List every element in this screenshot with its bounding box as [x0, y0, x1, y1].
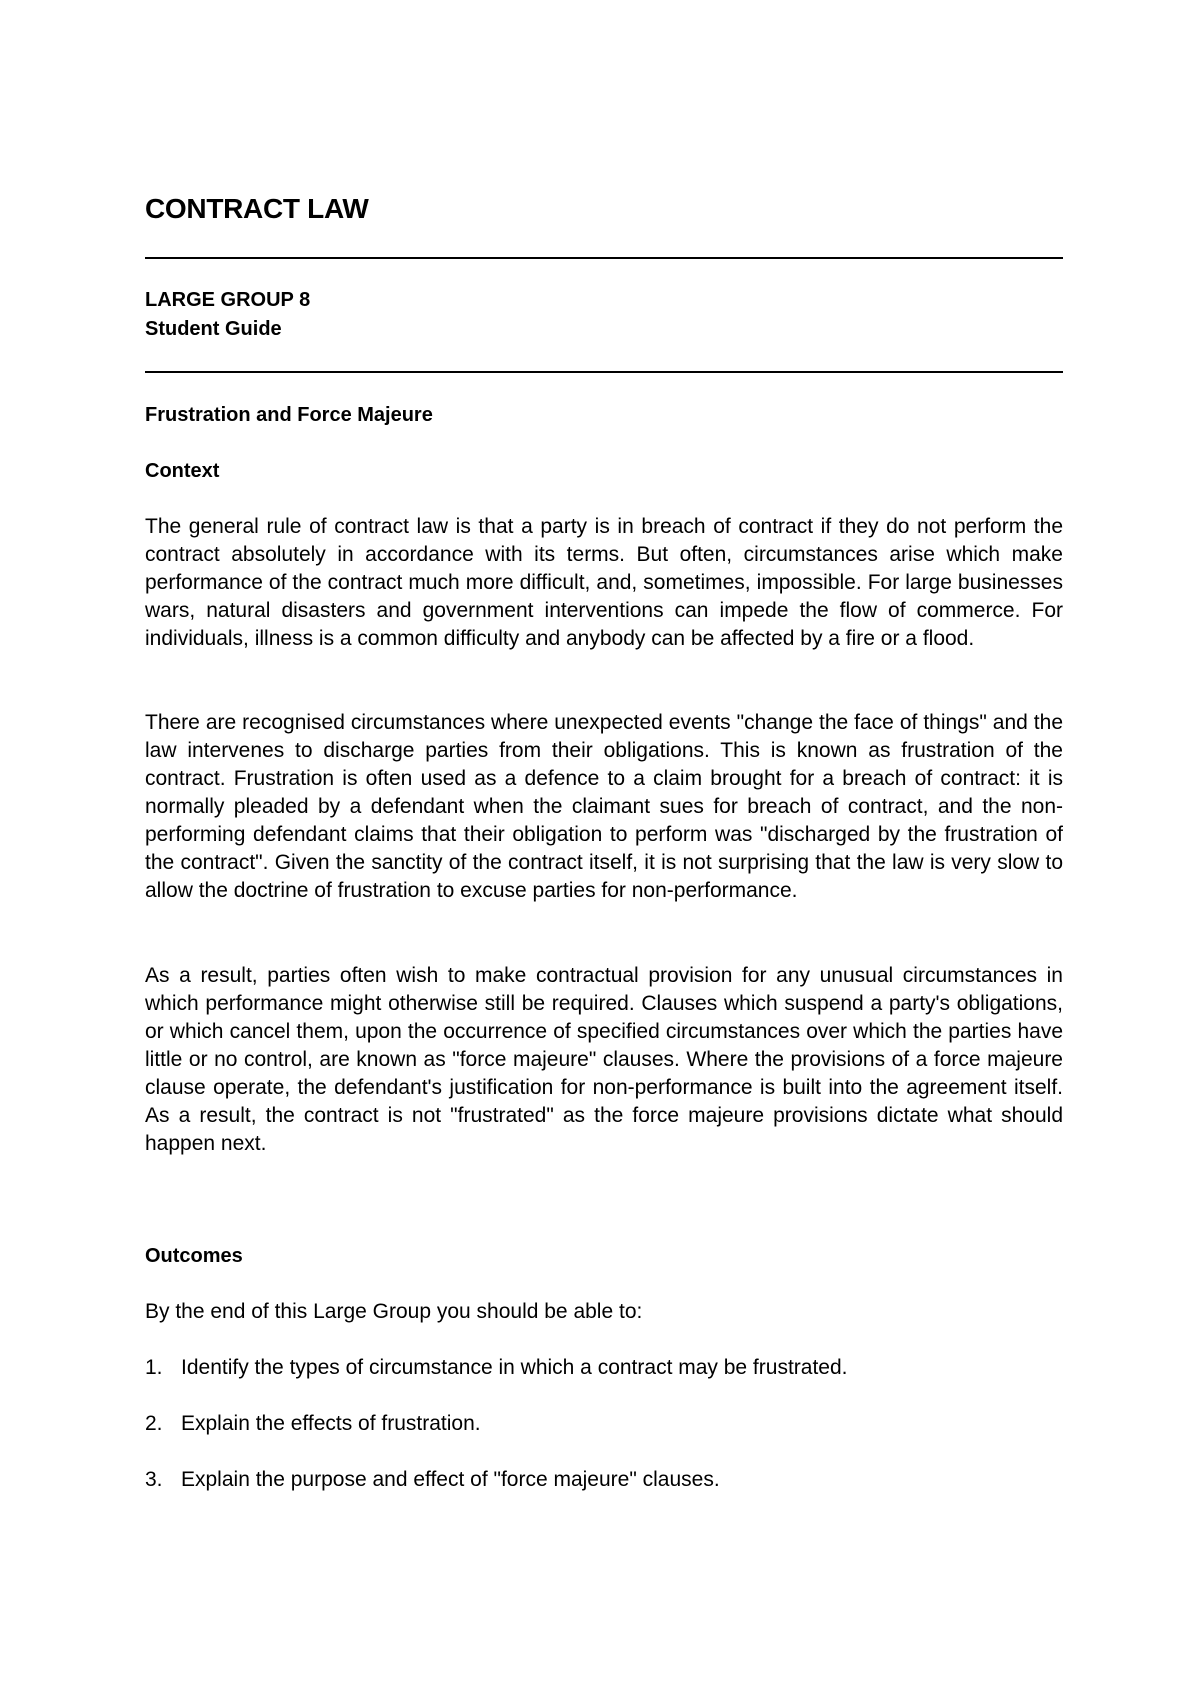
outcome-number: 3. [145, 1468, 163, 1491]
outcome-text: Identify the types of circumstance in which a contract may be frustrated. [181, 1356, 848, 1379]
outcome-item [145, 1354, 1063, 1382]
outcome-text: Explain the purpose and effect of "force majeure" clauses. [181, 1468, 720, 1491]
bottom-divider [145, 371, 1063, 373]
outcome-item [145, 1466, 1063, 1494]
group-label: LARGE GROUP 8 [145, 289, 311, 311]
outcomes-heading: Outcomes [145, 1245, 243, 1267]
outcome-text: Explain the effects of frustration. [181, 1412, 481, 1435]
context-paragraph: As a result, parties often wish to make contractual provision for any unusual circumstances in which performance might otherwise still be required. Clauses which suspend a party's obligations, or which cancel them, upon the occurrence of specified circumstances over which the parties have little or no control, are known as "force majeure" clauses. Where the provisions of a force majeure clause operate, the defendant's justification for non-performance is built into the agreement itself. As a result, the contract is not "frustrated" as the force majeure provisions dictate what should happen next. [145, 964, 1063, 1155]
guide-label: Student Guide [145, 318, 282, 340]
context-paragraph: There are recognised circumstances where unexpected events "change the face of things" and the law intervenes to discharge parties from their obligations. This is known as frustration of the contract. Frustration is often used as a defence to a claim brought for a breach of contract: it is normally pleaded by a defendant when the claimant sues for breach of contract, and the non-performing defendant claims that their obligation to perform was "discharged by the frustration of the contract". Given the sanctity of the contract itself, it is not surprising that the law is very slow to allow the doctrine of frustration to excuse parties for non-performance. [145, 711, 1063, 902]
outcomes-intro: By the end of this Large Group you should be able to: [145, 1300, 643, 1323]
context-paragraph: The general rule of contract law is that a party is in breach of contract if they do not perform the contract absolutely in accordance with its terms. But often, circumstances arise which make performance of the contract much more difficult, and, sometimes, impossible. For large businesses wars, natural disasters and government interventions can impede the flow of commerce. For individuals, illness is a common difficulty and anybody can be affected by a fire or a flood. [145, 515, 1063, 650]
topic-heading: Frustration and Force Majeure [145, 404, 433, 426]
outcome-number: 1. [145, 1356, 163, 1379]
context-heading: Context [145, 460, 220, 482]
outcome-item [145, 1410, 1063, 1438]
outcome-number: 2. [145, 1412, 163, 1435]
top-divider [145, 257, 1063, 259]
document-title: CONTRACT LAW [145, 193, 369, 224]
